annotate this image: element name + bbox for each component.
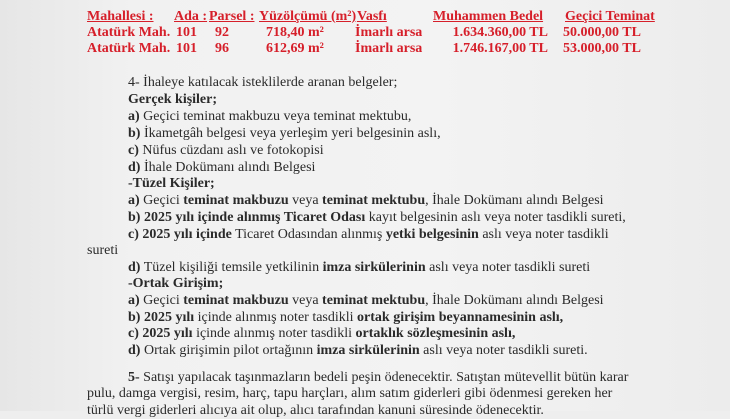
tuzel-heading-text: -Tüzel Kişiler; <box>128 176 215 191</box>
cell-vasif: İmarlı arsa <box>355 41 423 56</box>
section-4-title: 4- İhaleye katılacak isteklilerde aranan belgeler; <box>128 75 398 90</box>
item-text: Ortak girişimin pilot ortağının <box>143 343 314 358</box>
item-bold-text: teminat makbuzu <box>183 193 289 208</box>
item-text: Geçici teminat makbuzu veya teminat mektubu, <box>143 109 412 124</box>
item-bold-text: 2025 yılı içinde <box>142 227 232 242</box>
cell-ada: 101 <box>176 41 197 56</box>
list-item <box>128 142 324 159</box>
item-text: İkametgâh belgesi veya yerleşim yeri belgesinin aslı, <box>143 126 441 141</box>
list-item <box>128 192 604 209</box>
item-letter: a) <box>128 109 140 124</box>
item-text: veya <box>292 293 319 308</box>
header-mahallesi: Mahallesi : <box>87 9 154 24</box>
item-text: kayıt belgesinin aslı veya noter tasdikli sureti, <box>368 210 626 225</box>
item-bold-text: 2025 yılı <box>142 326 193 341</box>
item-text: Ticaret Odasından alınmış <box>235 227 383 242</box>
item-bold-text: teminat makbuzu <box>183 293 289 308</box>
item-letter: c) <box>128 227 139 242</box>
item-text: içinde alınmış noter tasdikli <box>197 310 354 325</box>
list-item <box>128 159 315 176</box>
list-item <box>128 226 609 243</box>
item-bold-text: 2025 yılı <box>143 310 195 325</box>
item-letter: b) <box>128 126 141 141</box>
item-bold-text: teminat mektubu <box>322 193 426 208</box>
list-item <box>128 309 563 326</box>
header-vasfi: Vasfı <box>357 9 387 24</box>
item-text: içinde alınmış noter tasdikli <box>196 326 352 341</box>
item-bold-text: ortak girişim beyannamesinin aslı, <box>357 310 564 325</box>
section-5-line-1 <box>128 369 628 386</box>
item-letter: c) <box>128 326 139 341</box>
header-ada: Ada : <box>174 9 208 24</box>
list-item <box>128 108 411 125</box>
item-letter: d) <box>128 260 141 275</box>
item-text: , İhale Dokümanı alındı Belgesi <box>425 293 604 308</box>
section-5-line-3: türlü vergi giderleri alıcıya ait olup, alıcı tarafından kanuni süresinde ödenecektir. <box>87 403 544 418</box>
list-item <box>128 125 441 142</box>
cell-alan: 612,69 m² <box>266 41 324 56</box>
ortak-heading <box>128 275 223 292</box>
item-bold-text: imza sirkülerinin <box>316 343 420 358</box>
cell-parsel: 92 <box>215 25 229 40</box>
tuzel-heading <box>128 175 215 192</box>
cell-teminat: 53.000,00 TL <box>563 41 641 56</box>
section-5-text: Satışı yapılacak taşınmazların bedeli peşin ödenecektir. Satıştan mütevellit bütün karar <box>143 370 629 385</box>
cell-ada: 101 <box>176 25 197 40</box>
item-bold-text: 2025 yılı içinde alınmış Ticaret Odası <box>143 210 366 225</box>
list-item-continuation: sureti <box>87 243 119 258</box>
list-item <box>128 259 590 276</box>
item-text: , İhale Dokümanı alındı Belgesi <box>425 193 604 208</box>
header-bedel: Muhammen Bedel <box>433 9 544 24</box>
cell-mahalle: Atatürk Mah. <box>87 41 171 56</box>
header-yuzolcumu: Yüzölçümü (m²) <box>259 9 357 24</box>
item-bold-text: ortaklık sözleşmesinin aslı, <box>355 326 516 341</box>
item-text: Geçici <box>143 193 180 208</box>
section-5-line-2: pulu, damga vergisi, resim, harç, tapu harçları, alım satım giderleri gibi ödenmesi gereken her <box>87 386 613 401</box>
cell-parsel: 96 <box>215 41 229 56</box>
item-text: İhale Dokümanı alındı Belgesi <box>143 160 316 175</box>
item-letter: b) <box>128 310 141 325</box>
header-parsel: Parsel : <box>209 9 255 24</box>
item-text: Geçici <box>143 293 180 308</box>
cell-alan: 718,40 m² <box>266 25 324 40</box>
item-letter: d) <box>128 160 141 175</box>
list-item <box>128 342 588 359</box>
header-teminat: Geçici Teminat <box>565 9 655 24</box>
item-text: aslı veya noter tasdikli <box>482 227 609 242</box>
section-5-number: 5- <box>128 370 140 385</box>
ortak-heading-text: -Ortak Girişim; <box>128 276 224 291</box>
gercek-heading-text: Gerçek kişiler; <box>128 92 218 107</box>
item-text: Nüfus cüzdanı aslı ve fotokopisi <box>142 143 324 158</box>
list-item <box>128 209 626 226</box>
cell-bedel: 1.746.167,00 TL <box>452 41 548 56</box>
item-bold-text: yetki belgesinin <box>385 227 479 242</box>
item-bold-text: imza sirkülerinin <box>322 260 426 275</box>
item-text: Tüzel kişiliği temsile yetkilinin <box>143 260 320 275</box>
item-text: veya <box>292 193 319 208</box>
item-letter: b) <box>128 210 141 225</box>
item-letter: a) <box>128 193 140 208</box>
item-letter: d) <box>128 343 141 358</box>
cell-bedel: 1.634.360,00 TL <box>452 25 548 40</box>
item-text: aslı veya noter tasdikli sureti. <box>423 343 588 358</box>
item-bold-text: teminat mektubu <box>322 293 426 308</box>
list-item <box>128 292 604 309</box>
list-item <box>128 325 515 342</box>
item-letter: a) <box>128 293 140 308</box>
cell-mahalle: Atatürk Mah. <box>87 25 171 40</box>
gercek-heading <box>128 91 217 108</box>
item-letter: c) <box>128 143 139 158</box>
cell-vasif: İmarlı arsa <box>355 25 423 40</box>
item-text: aslı veya noter tasdikli sureti <box>429 260 591 275</box>
cell-teminat: 50.000,00 TL <box>563 25 641 40</box>
